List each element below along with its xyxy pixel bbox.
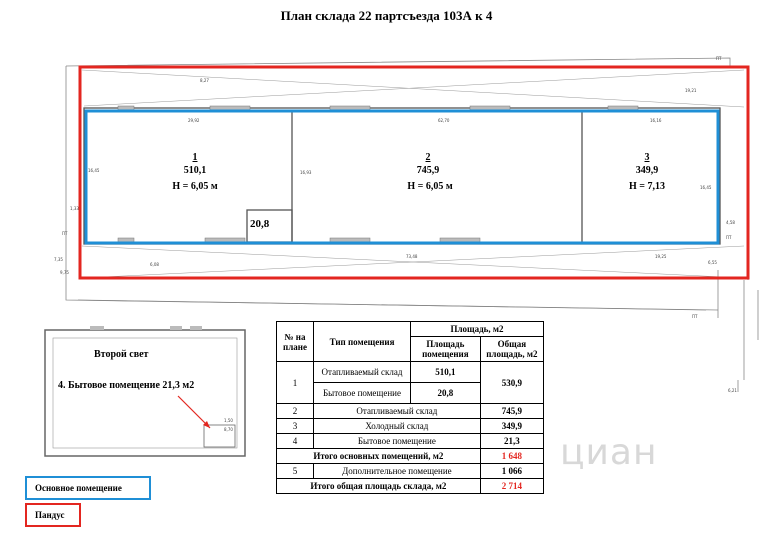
main-premises-outline <box>86 111 718 243</box>
header-type: Тип помещения <box>314 322 411 362</box>
second-light-label: Второй свет <box>94 349 149 360</box>
row-no: 4 <box>277 434 314 449</box>
room-1-label <box>165 151 225 177</box>
room-2-number: 2 <box>425 152 431 163</box>
row-type: Отапливаемый склад <box>314 362 411 383</box>
row-total: 349,9 <box>480 419 543 434</box>
room-1-number: 1 <box>192 152 198 163</box>
row-type: Дополнительное помещение <box>314 464 481 479</box>
room-4-inset-label: 4. Бытовое помещение 21,3 м2 <box>58 380 195 391</box>
row-no: 5 <box>277 464 314 479</box>
dim-label: 6,21 <box>728 388 737 393</box>
header-no: № на плане <box>277 322 314 362</box>
survey-point-label: ПТ <box>62 231 68 236</box>
dim-label: 19,25 <box>655 254 667 259</box>
main-total-label: Итого основных помещений, м2 <box>277 449 481 464</box>
dim-label: 8,27 <box>200 78 209 83</box>
room-3-label <box>617 151 677 177</box>
header-room-area: Площадь помещения <box>411 337 481 362</box>
dim-label: 73,48 <box>406 254 418 259</box>
area-table <box>276 321 544 494</box>
room-1-area: 510,1 <box>183 165 207 176</box>
row-no: 3 <box>277 419 314 434</box>
row-type: Холодный склад <box>314 419 481 434</box>
dim-label: 16,16 <box>650 118 662 123</box>
dim-label: 1,33 <box>70 206 79 211</box>
main-total-value: 1 648 <box>480 449 543 464</box>
row-type: Бытовое помещение <box>314 383 411 404</box>
row-total: 1 066 <box>480 464 543 479</box>
room-4-area: 20,8 <box>250 218 270 230</box>
dim-label: 8,70 <box>224 427 233 432</box>
row-no: 2 <box>277 404 314 419</box>
row-total: 745,9 <box>480 404 543 419</box>
room-2-area: 745,9 <box>416 165 440 176</box>
row-area: 510,1 <box>411 362 481 383</box>
dim-label: 62,70 <box>438 118 450 123</box>
row-total: 530,9 <box>480 362 543 404</box>
dim-label: 29,92 <box>188 118 200 123</box>
row-type: Отапливаемый склад <box>314 404 481 419</box>
dim-label: 6,08 <box>150 262 159 267</box>
survey-point-label: ПТ <box>692 314 698 319</box>
dim-label: 16,45 <box>700 185 712 190</box>
dim-label: 1,50 <box>224 418 233 423</box>
grand-total-value: 2 714 <box>480 479 543 494</box>
row-area: 20,8 <box>411 383 481 404</box>
row-type: Бытовое помещение <box>314 434 481 449</box>
dim-label: 7,35 <box>54 257 63 262</box>
legend-ramp: Пандус <box>25 503 81 527</box>
dim-label: 6,55 <box>708 260 717 265</box>
header-total-area: Общая площадь, м2 <box>480 337 543 362</box>
grand-total-label: Итого общая площадь склада, м2 <box>277 479 481 494</box>
room-3-height: H = 7,13 <box>629 181 665 192</box>
room-2-height: H = 6,05 м <box>407 181 453 192</box>
room-3-number: 3 <box>644 152 650 163</box>
dim-label: 16,45 <box>88 168 100 173</box>
survey-point-label: ПТ <box>716 56 722 61</box>
legend-main-premises: Основное помещение <box>25 476 151 500</box>
dim-label: 16,93 <box>300 170 312 175</box>
header-area: Площадь, м2 <box>411 322 544 337</box>
room-2-label <box>398 151 458 177</box>
row-total: 21,3 <box>480 434 543 449</box>
survey-point-label: ПТ <box>726 235 732 240</box>
dim-label: 19,21 <box>685 88 697 93</box>
room-3-area: 349,9 <box>635 165 659 176</box>
plan-title: План склада 22 партсъезда 103А к 4 <box>280 8 493 23</box>
inset-plan <box>45 326 245 456</box>
room-1-height: H = 6,05 м <box>172 181 218 192</box>
dim-label: 4,58 <box>726 220 735 225</box>
dim-label: 9,75 <box>60 270 69 275</box>
row-no: 1 <box>277 362 314 404</box>
watermark: циан <box>560 432 658 473</box>
